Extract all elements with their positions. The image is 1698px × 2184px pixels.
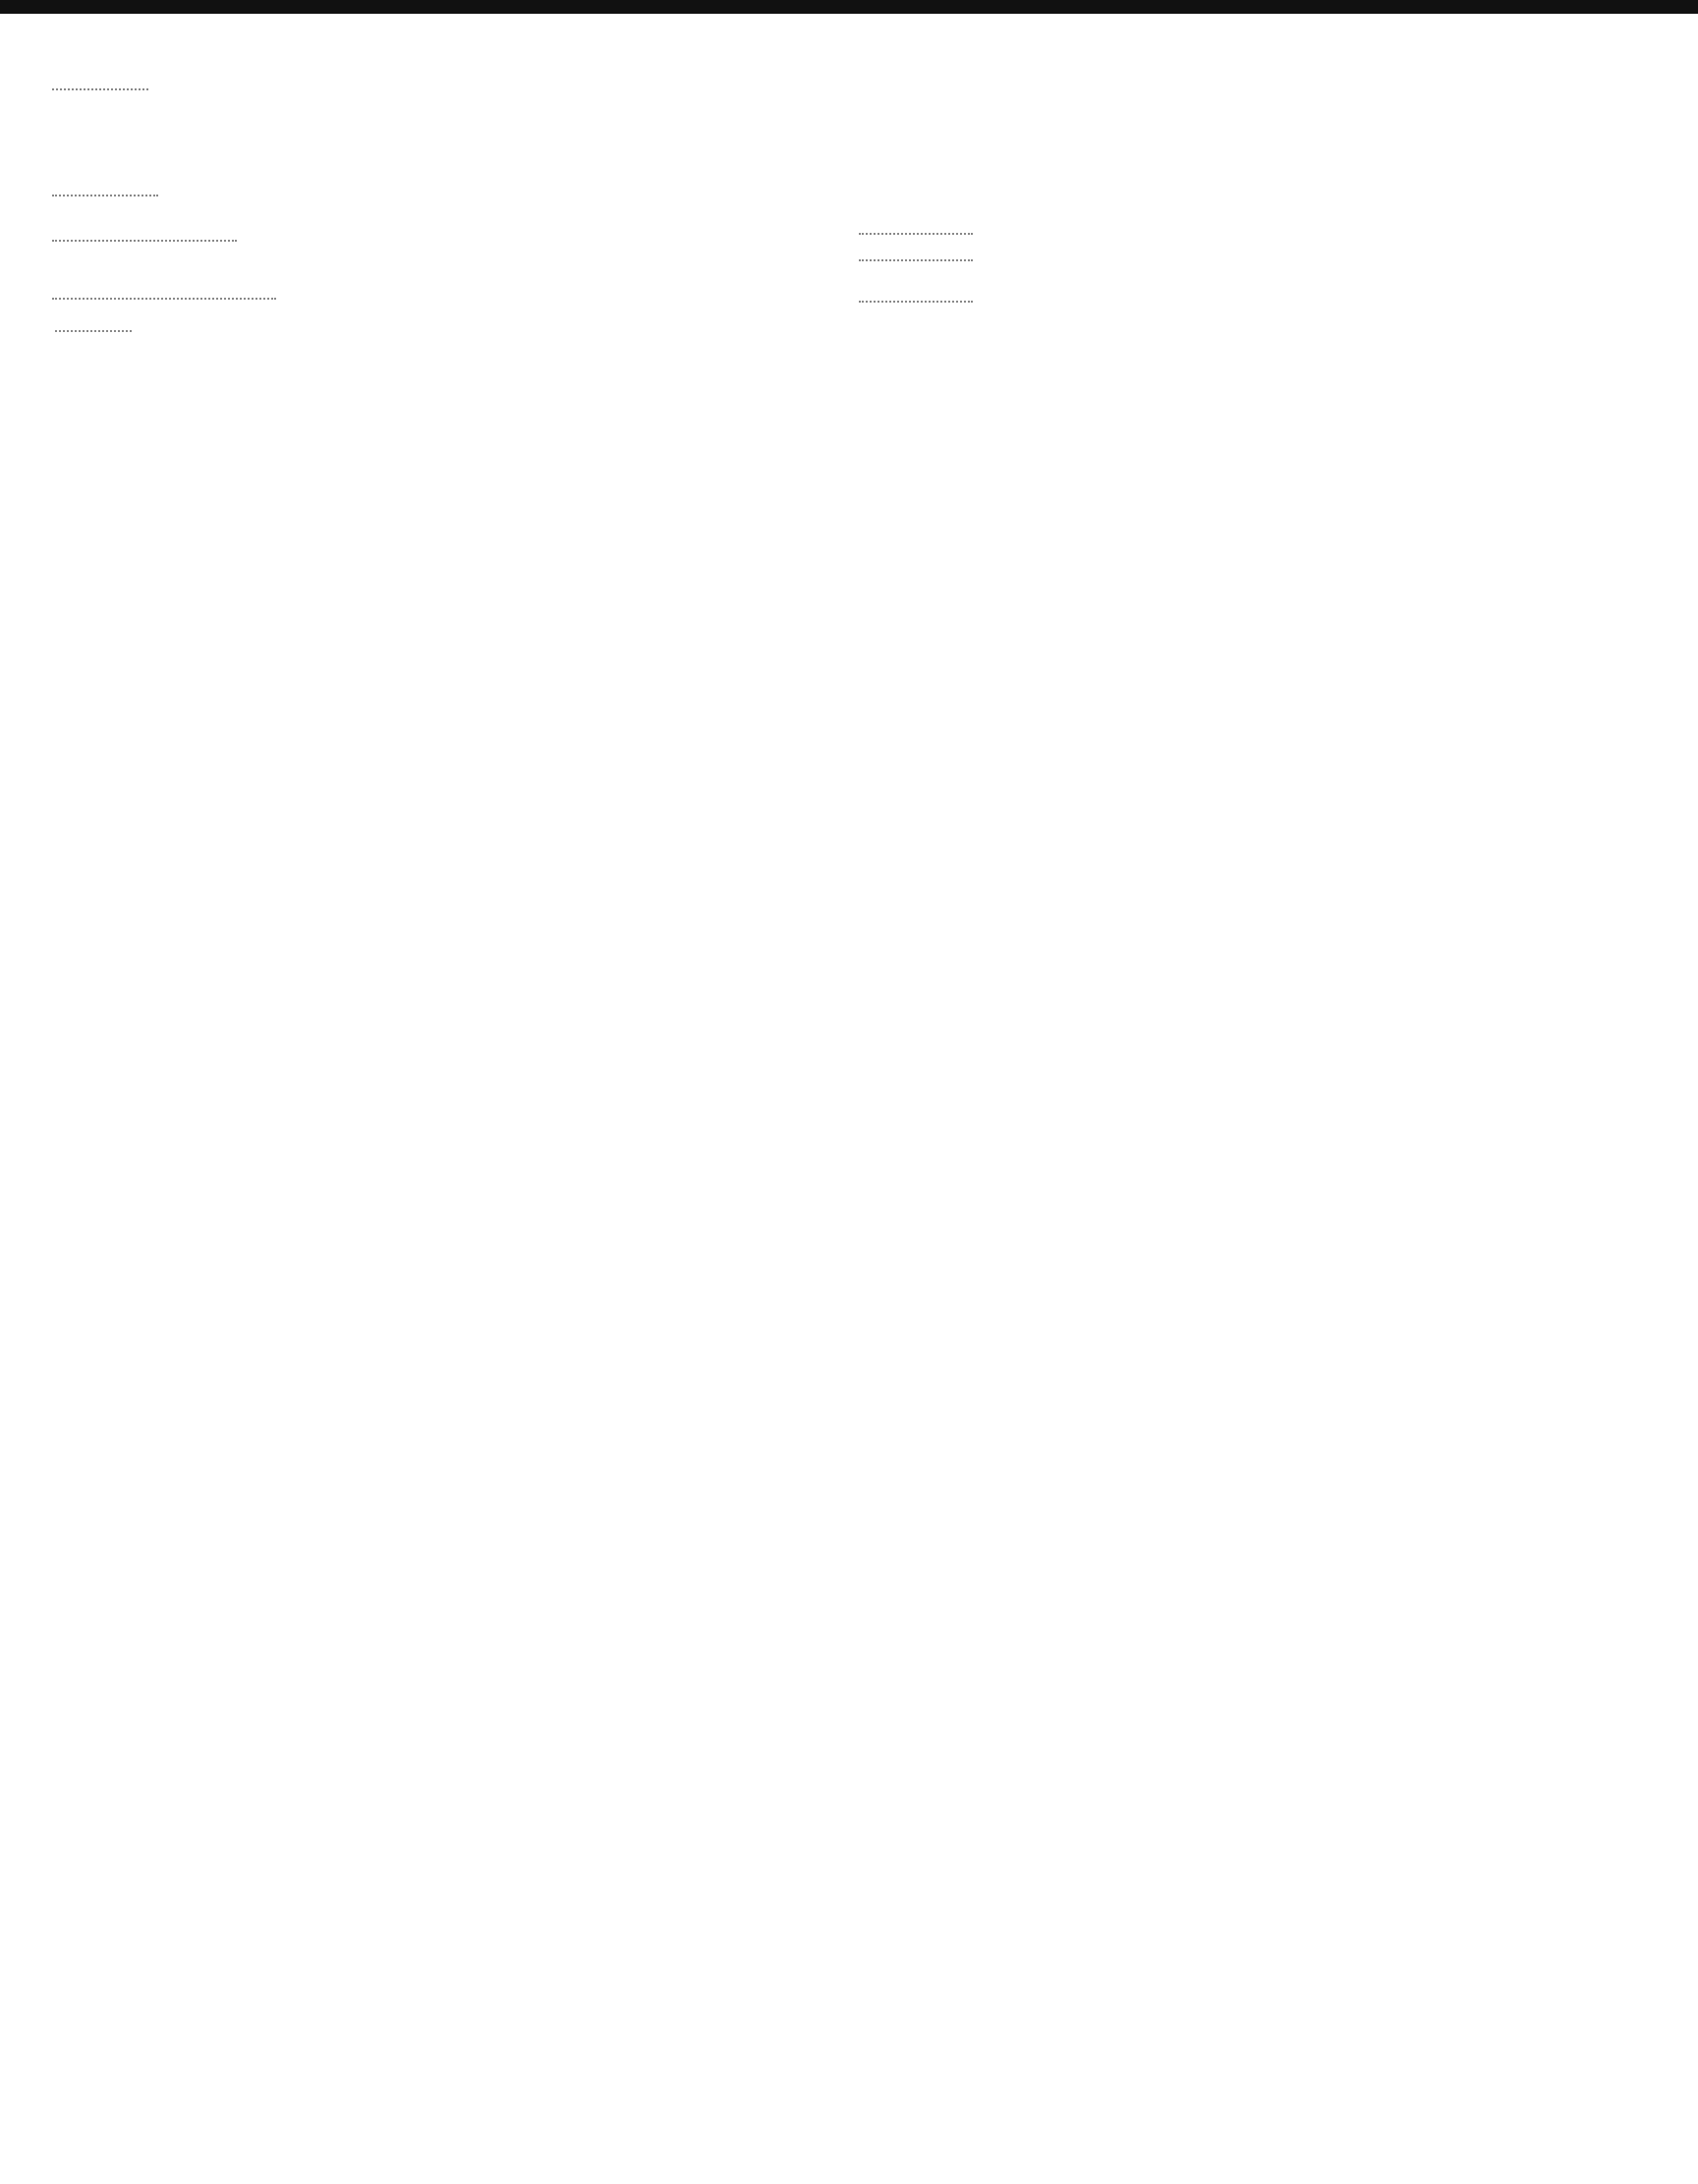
param-po [859,283,973,310]
observer-line [52,240,237,242]
param-Lo [859,200,973,235]
time-line [52,195,158,196]
delta-p-field [55,312,132,338]
param-Lo-value [863,200,878,233]
param-Bo-line [859,259,973,261]
param-po-line [859,301,973,303]
time-field [52,177,158,202]
param-Bo [859,242,973,269]
sheet-number-line [52,88,148,90]
sheet-number-field [52,71,148,96]
param-Lo-line [859,200,973,235]
observer-field [52,222,237,248]
images-value [56,265,76,298]
images-field [52,265,276,300]
images-line [52,265,276,300]
delta-p-line [55,330,132,332]
